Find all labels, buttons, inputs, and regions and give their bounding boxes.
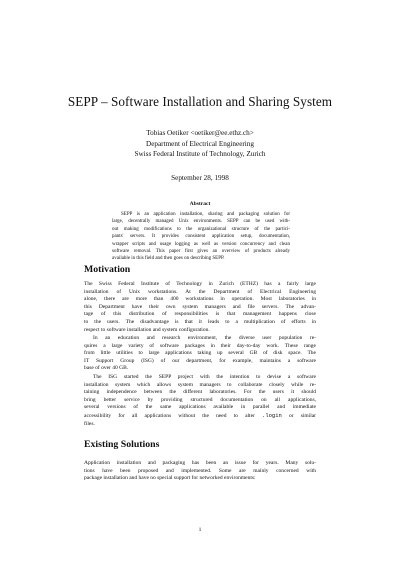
text-line: bring better service by providing structured documentation on all applications, <box>84 396 316 403</box>
text-line: package installation and have no special support for networked environments: <box>84 475 256 482</box>
text-line: The ISG started the SEPP project with the intention to devise a software <box>93 374 316 380</box>
text-line: base of over 40 GB. <box>84 365 129 372</box>
abstract-line: software removal. This paper first gives an overview of products already <box>112 249 290 255</box>
page-number: 1 <box>198 527 202 533</box>
section-heading-existing-solutions: Existing Solutions <box>84 439 160 450</box>
text-line: In an education and research environment, the diverse user population re- <box>93 335 316 341</box>
paper-title: SEPP – Software Installation and Sharing System <box>67 94 333 109</box>
text-line: tage of this distribution of responsibilities is that management happens close <box>84 311 316 318</box>
motivation-paragraph-1 <box>84 281 316 334</box>
motivation-paragraph-2 <box>84 335 316 373</box>
abstract-line: pants' servers. It provides consistent application setup, documentation, <box>112 234 290 240</box>
abstract-line: SEPP is an application installation, sharing and packaging solution for <box>121 212 290 217</box>
text-line: from little utilities to large applications taking up several GB of disk space. The <box>84 350 316 357</box>
abstract-line: wrapper scripts and usage logging as well as version concurrency and clean <box>112 241 290 247</box>
author-name: Tobias Oetiker <oetiker@ee.ethz.ch> <box>146 129 254 137</box>
abstract-line: available in this field and then goes on describing SEPP. <box>112 256 225 262</box>
text-line: taining independence between the different laboratories. For the users it should <box>84 389 316 396</box>
text-line: quires a large variety of software packages in their day-to-day work. These range <box>84 342 316 349</box>
text-line: alone, there are more than 400 workstations in operation. Most laboratories in <box>84 296 316 303</box>
existing-paragraph-1 <box>84 460 316 483</box>
text-line: installation system which allows system managers to collaborate closely while re- <box>84 381 316 388</box>
abstract-heading: Abstract <box>189 201 211 207</box>
abstract-line: out making modifications to the organizational structure of the partici- <box>112 226 290 232</box>
text-line: tions have been proposed and implemented. Some are mainly concerned with <box>84 467 316 474</box>
abstract-line: large, decentrally managed Unix environments. SEPP can be used with- <box>112 219 290 225</box>
text-line: to the users. The disadvantage is that it leads to a multiplication of efforts in <box>84 318 316 325</box>
text-line: this Department have their own system managers and file servers. The advan- <box>84 303 316 310</box>
author-department: Department of Electrical Engineering <box>146 139 254 148</box>
text-line: respect to software installation and system configuration. <box>84 326 210 333</box>
text-line: files. <box>84 420 95 427</box>
text-line: Application installation and packaging has been an issue for years. Many solu- <box>84 460 316 466</box>
code-login: .login <box>262 411 282 419</box>
text-line: IT Support Group (ISG) of our department, for example, maintains a software <box>84 357 316 364</box>
text-fragment: or similar <box>288 412 316 419</box>
author-institution: Swiss Federal Institute of Technology, Zurich <box>134 150 266 159</box>
text-line: installation of Unix workstations. At the Department of Electrical Engineering <box>84 288 316 295</box>
text-line: several versions of the same applications available in parallel and immediate <box>84 404 316 411</box>
text-line-with-code <box>84 412 316 421</box>
paper-date: September 28, 1998 <box>171 174 229 182</box>
motivation-paragraph-3 <box>84 374 316 428</box>
text-line: The Swiss Federal Institute of Technology in Zurich (ETHZ) has a fairly large <box>84 281 316 287</box>
text-fragment: accessibility for all applications without the need to alter <box>84 412 255 419</box>
section-heading-motivation: Motivation <box>84 264 131 275</box>
abstract-body <box>112 211 290 263</box>
author-block <box>0 128 400 160</box>
